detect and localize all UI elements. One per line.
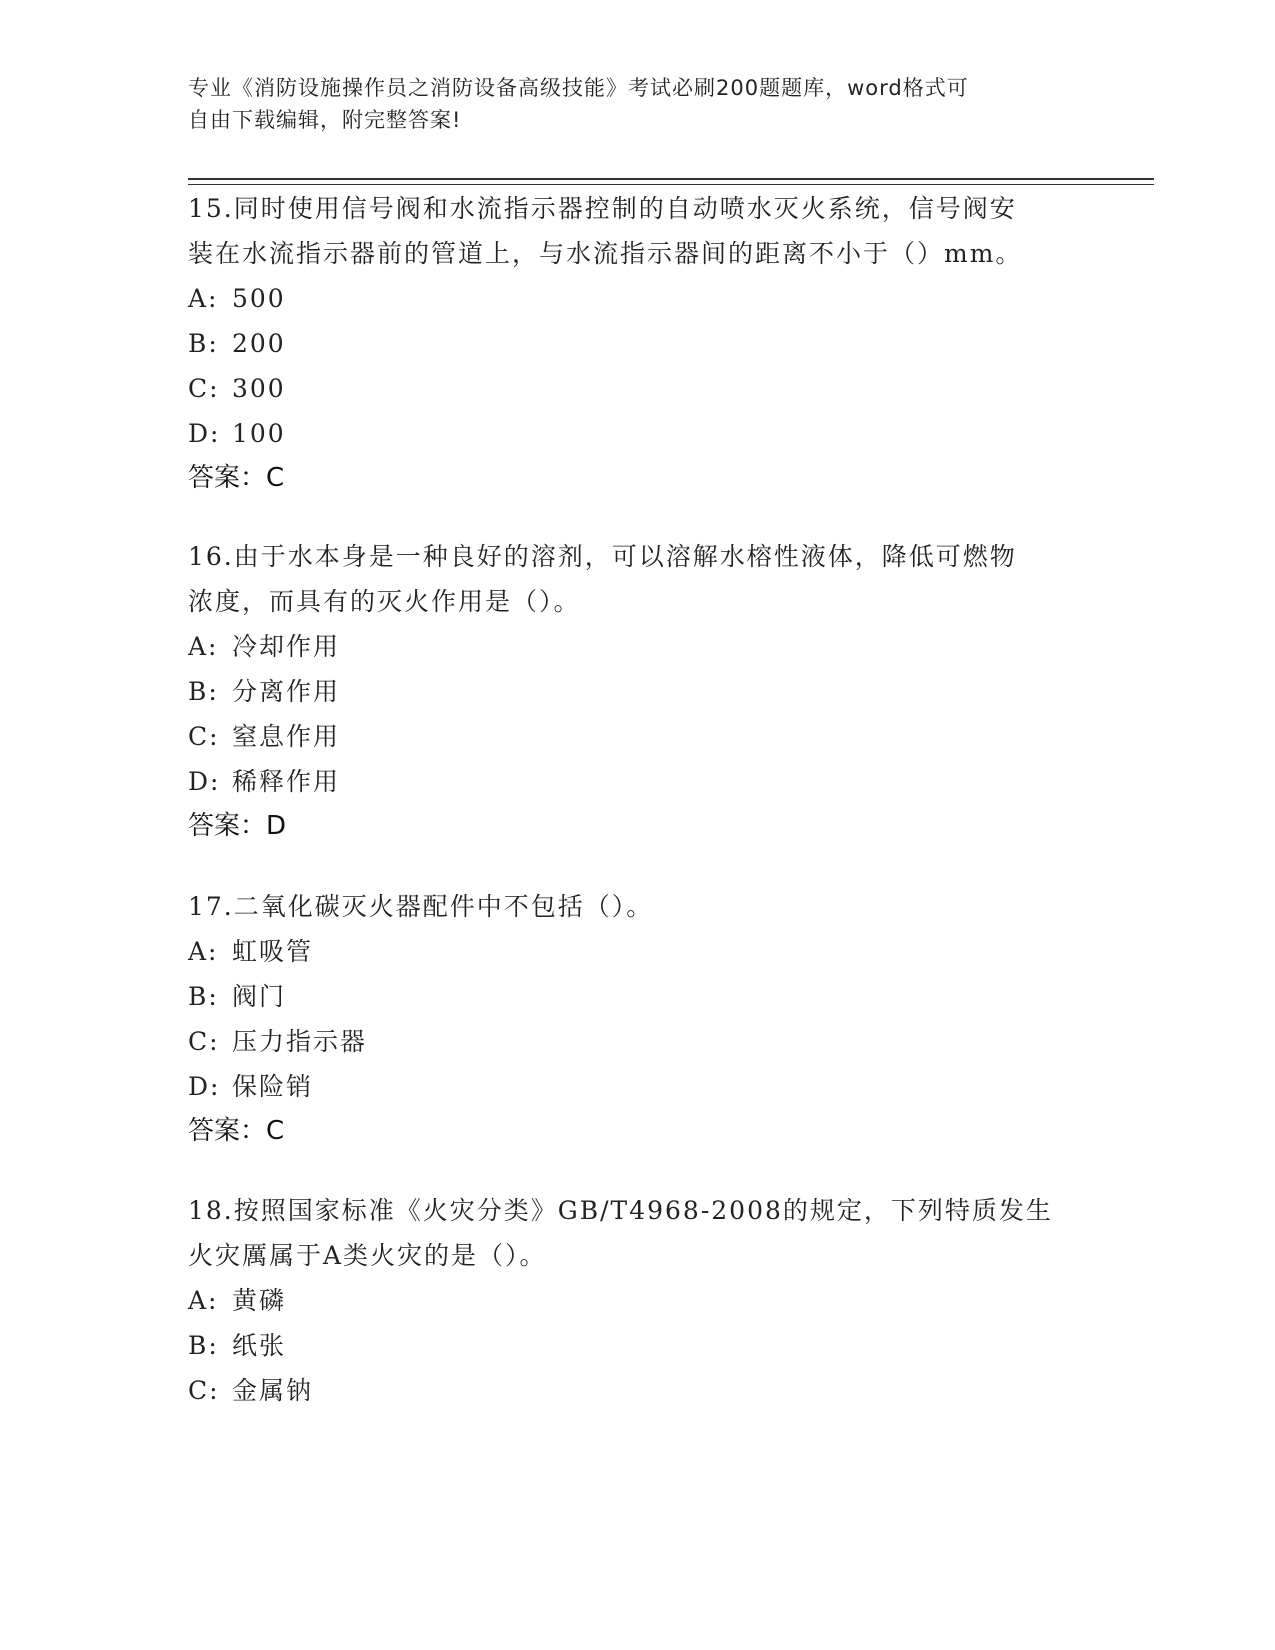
- option-text: 300: [232, 374, 286, 403]
- header-line-1: 专业《消防设施操作员之消防设备高级技能》考试必刷200题题库，word格式可: [188, 76, 969, 100]
- option-text: 冷却作用: [232, 632, 341, 661]
- option-a: [188, 624, 1088, 669]
- question-stem-line: 18.按照国家标准《火灾分类》GB/T4968-2008的规定，下列特质发生: [188, 1196, 1053, 1225]
- option-c: [188, 1368, 1088, 1413]
- option-key: D:: [188, 419, 221, 448]
- option-b: [188, 669, 1088, 714]
- header-divider: [188, 178, 1154, 180]
- option-text: 纸张: [232, 1331, 287, 1360]
- option-key: C:: [188, 1027, 220, 1056]
- question-stem-line: 装在水流指示器前的管道上，与水流指示器间的距离不小于（）mm。: [188, 239, 1023, 268]
- option-a: [188, 929, 1088, 974]
- option-text: 虹吸管: [232, 937, 314, 966]
- option-text: 窒息作用: [232, 722, 341, 751]
- option-key: A:: [188, 937, 219, 966]
- option-text: 500: [232, 284, 286, 313]
- option-key: D:: [188, 767, 221, 796]
- question-15: [188, 186, 1088, 501]
- option-text: 保险销: [232, 1072, 314, 1101]
- option-text: 分离作用: [232, 677, 341, 706]
- option-key: A:: [188, 1286, 219, 1315]
- option-text: 黄磷: [232, 1286, 287, 1315]
- option-d: [188, 411, 1088, 456]
- header-divider-thin: [188, 184, 1154, 185]
- question-stem-line: 浓度，而具有的灭火作用是（）。: [188, 587, 581, 616]
- option-c: [188, 1019, 1088, 1064]
- option-text: 稀释作用: [232, 767, 341, 796]
- question-17: [188, 884, 1088, 1154]
- option-b: [188, 1323, 1088, 1368]
- option-key: C:: [188, 1376, 220, 1405]
- answer-line: 答案：C: [188, 1116, 285, 1146]
- answer-line: 答案：D: [188, 811, 287, 841]
- option-a: [188, 1278, 1088, 1323]
- option-key: C:: [188, 722, 220, 751]
- option-key: B:: [188, 982, 219, 1011]
- option-key: A:: [188, 632, 219, 661]
- question-18: [188, 1188, 1088, 1413]
- option-d: [188, 1064, 1088, 1109]
- option-c: [188, 366, 1088, 411]
- option-b: [188, 321, 1088, 366]
- option-text: 压力指示器: [232, 1027, 368, 1056]
- option-key: D:: [188, 1072, 221, 1101]
- option-c: [188, 714, 1088, 759]
- option-b: [188, 974, 1088, 1019]
- option-text: 阀门: [232, 982, 287, 1011]
- option-a: [188, 276, 1088, 321]
- option-text: 100: [232, 419, 286, 448]
- option-text: 200: [232, 329, 286, 358]
- option-d: [188, 759, 1088, 804]
- question-stem-line: 17.二氧化碳灭火器配件中不包括（）。: [188, 892, 654, 921]
- option-key: A:: [188, 284, 219, 313]
- option-key: B:: [188, 677, 219, 706]
- question-stem-line: 15.同时使用信号阀和水流指示器控制的自动喷水灭火系统，信号阀安: [188, 194, 1017, 223]
- option-key: B:: [188, 1331, 219, 1360]
- option-text: 金属钠: [232, 1376, 314, 1405]
- question-stem-line: 火灾厲属于A类火灾的是（）。: [188, 1241, 547, 1270]
- header-line-2: 自由下载编辑，附完整答案!: [188, 108, 462, 132]
- document-header: [188, 72, 1088, 136]
- option-key: C:: [188, 374, 220, 403]
- answer-line: 答案：C: [188, 463, 285, 493]
- option-key: B:: [188, 329, 219, 358]
- question-16: [188, 534, 1088, 849]
- question-stem-line: 16.由于水本身是一种良好的溶剂，可以溶解水榕性液体，降低可燃物: [188, 542, 1017, 571]
